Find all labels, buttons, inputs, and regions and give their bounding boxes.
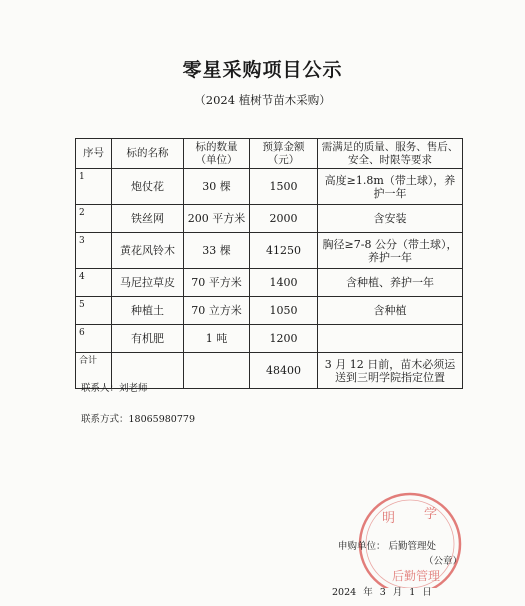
svg-text:后勤管理: 后勤管理	[392, 569, 441, 583]
table-row	[76, 269, 463, 297]
item-budget: 2000	[250, 205, 318, 233]
total-empty-cell	[184, 353, 250, 389]
header-requirements: 需满足的质量、服务、售后、安全、时限等要求	[318, 139, 463, 169]
item-requirements: 含种植	[318, 297, 463, 325]
table-row	[76, 169, 463, 205]
seal-note: （公章）	[424, 556, 463, 567]
item-budget: 1200	[250, 325, 318, 353]
item-quantity: 70 平方米	[184, 269, 250, 297]
purchasing-unit: 申购单位： 后勤管理处	[338, 541, 437, 552]
item-budget: 41250	[250, 233, 318, 269]
item-name: 炮仗花	[112, 169, 184, 205]
item-quantity: 33 棵	[184, 233, 250, 269]
svg-text:学: 学	[424, 507, 438, 522]
item-name: 马尼拉草皮	[112, 269, 184, 297]
item-name: 有机肥	[112, 325, 184, 353]
table-row	[76, 205, 463, 233]
page-title: 零星采购项目公示	[182, 59, 343, 81]
table-row	[76, 233, 463, 269]
item-requirements: 胸径≥7-8 公分（带土球），养护一年	[318, 233, 463, 269]
svg-text:明: 明	[382, 511, 396, 526]
row-number: 4	[76, 269, 112, 297]
row-number: 3	[76, 233, 112, 269]
table-header-row	[76, 139, 463, 169]
item-requirements: 含安装	[318, 205, 463, 233]
item-quantity: 30 棵	[184, 169, 250, 205]
table-row	[76, 297, 463, 325]
item-requirements	[318, 325, 463, 353]
page-subtitle: （2024 植树节苗木采购）	[194, 93, 331, 107]
procurement-table	[75, 138, 463, 389]
item-budget: 1400	[250, 269, 318, 297]
item-name: 铁丝网	[112, 205, 184, 233]
item-budget: 1500	[250, 169, 318, 205]
row-number: 1	[76, 169, 112, 205]
row-number: 6	[76, 325, 112, 353]
item-requirements: 高度≥1.8m（带土球），养护一年	[318, 169, 463, 205]
total-requirements: 3 月 12 日前，苗木必须运送到三明学院指定位置	[318, 353, 463, 389]
item-quantity: 1 吨	[184, 325, 250, 353]
document-date: 2024 年 3 月 1 日	[332, 587, 432, 598]
item-requirements: 含种植、养护一年	[318, 269, 463, 297]
item-quantity: 200 平方米	[184, 205, 250, 233]
row-number: 5	[76, 297, 112, 325]
item-budget: 1050	[250, 297, 318, 325]
total-label: 合计	[76, 353, 112, 389]
item-quantity: 70 立方米	[184, 297, 250, 325]
row-number: 2	[76, 205, 112, 233]
header-no: 序号	[76, 139, 112, 169]
header-qty: 标的数量（单位）	[184, 139, 250, 169]
item-name: 黄花风铃木	[112, 233, 184, 269]
item-name: 种植土	[112, 297, 184, 325]
contact-person: 联系人：刘老师	[81, 383, 148, 394]
header-name: 标的名称	[112, 139, 184, 169]
table-row	[76, 325, 463, 353]
total-budget: 48400	[250, 353, 318, 389]
header-budget: 预算金额（元）	[250, 139, 318, 169]
contact-phone: 联系方式：18065980779	[81, 414, 195, 425]
